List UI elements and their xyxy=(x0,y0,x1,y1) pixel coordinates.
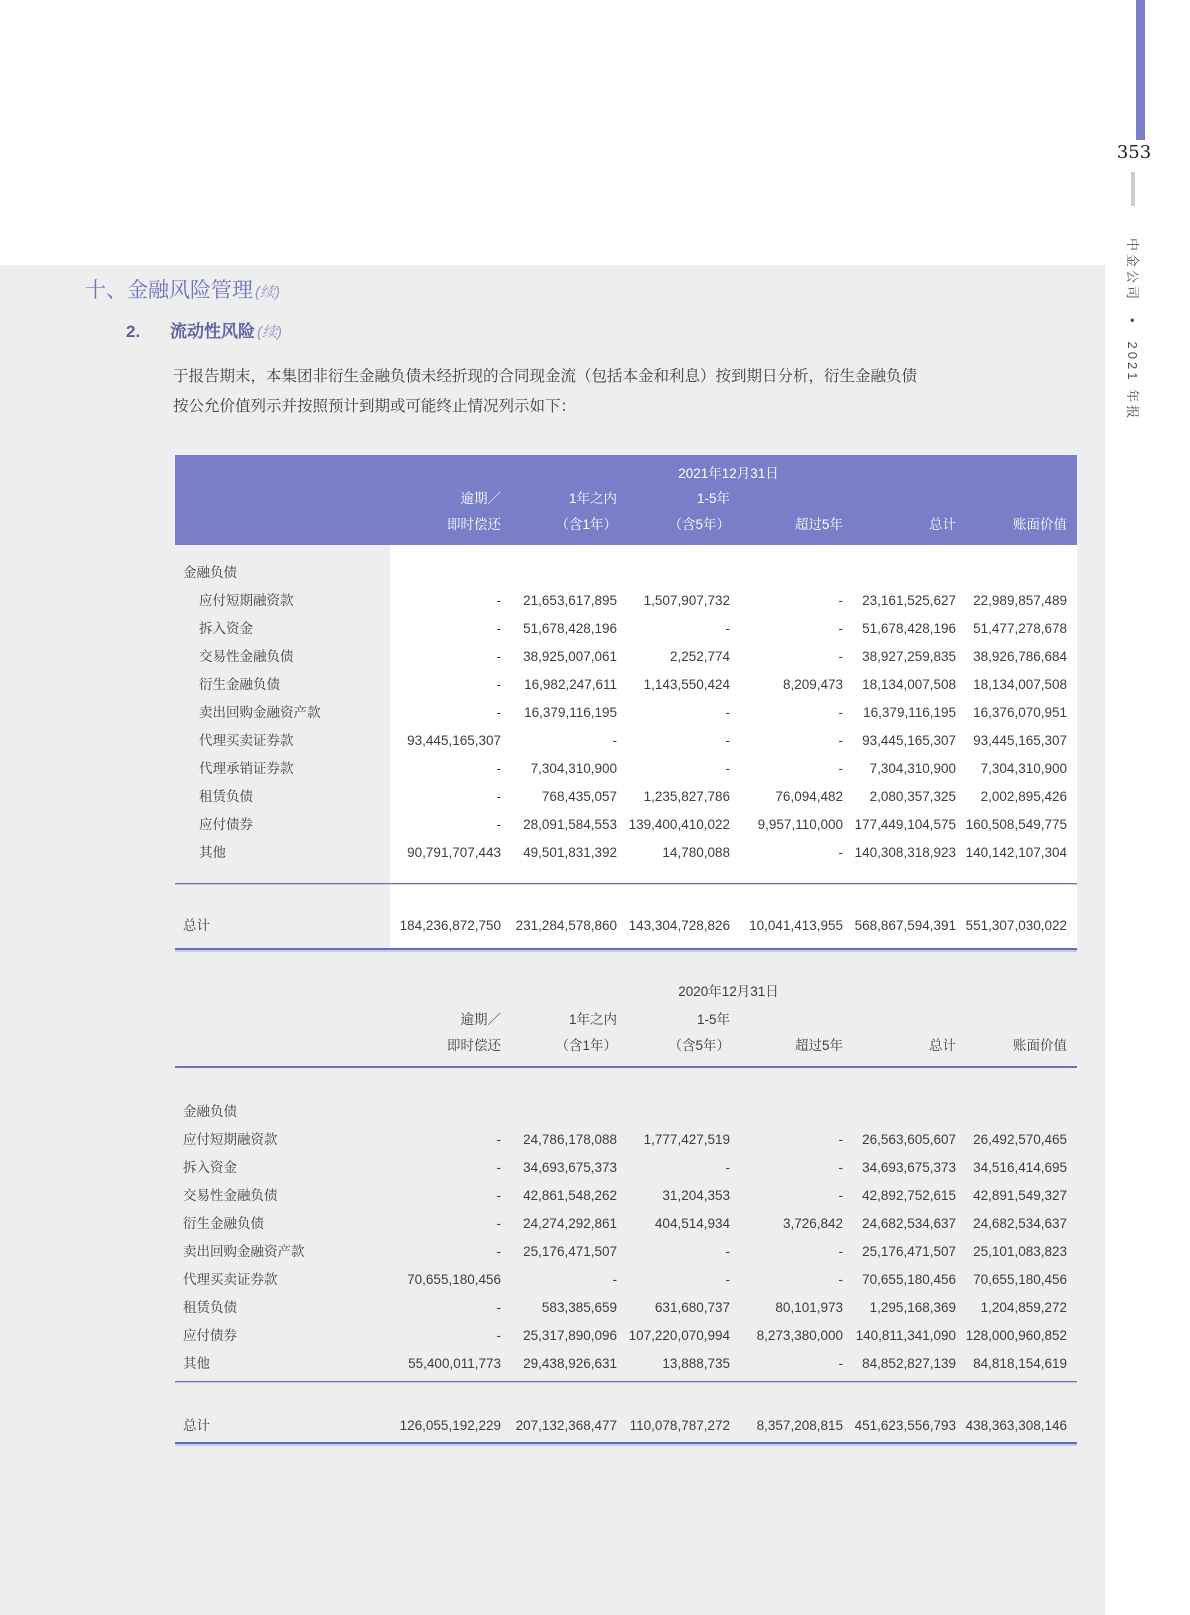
paragraph-line: 于报告期末，本集团非衍生金融负债未经折现的合同现金流（包括本金和利息）按到期日分析，衍生金融负债 xyxy=(173,368,918,385)
table-cell-value: 42,892,752,615 xyxy=(862,1188,956,1203)
table-cell-value: 84,852,827,139 xyxy=(862,1356,956,1371)
table-cell-value: 24,682,534,637 xyxy=(973,1216,1067,1231)
row-label: 应付短期融资款 xyxy=(199,593,294,608)
table-cell-value: 29,438,926,631 xyxy=(523,1356,617,1371)
table-cell-value: - xyxy=(838,1272,843,1287)
table-header-2020 xyxy=(175,948,1077,1068)
table-cell-value: - xyxy=(496,1132,501,1147)
table-cell-value xyxy=(501,559,617,587)
table-cell-value xyxy=(617,559,730,587)
row-label: 代理买卖证券款 xyxy=(199,733,294,748)
column-header: 1-5年 xyxy=(696,491,730,506)
column-header: 即时偿还 xyxy=(447,1038,501,1053)
subsection-heading xyxy=(126,317,282,342)
section-index: 十、 xyxy=(85,279,127,302)
table-cell-value: 16,982,247,611 xyxy=(524,677,617,692)
subsection-title: 流动性风险 xyxy=(170,322,255,341)
table-cell-value: 2,252,774 xyxy=(669,649,730,664)
table-cell-value: - xyxy=(496,705,501,720)
subsection-continued-note: (续) xyxy=(257,324,282,341)
table-row xyxy=(175,1182,1077,1210)
column-header: （含5年） xyxy=(668,517,730,532)
table-cell-value: - xyxy=(838,649,843,664)
table-cell-value: 23,161,525,627 xyxy=(862,593,956,608)
table-cell-value xyxy=(617,1098,730,1126)
column-header: 1年之内 xyxy=(568,491,617,506)
table-row xyxy=(175,643,1077,671)
table-cell-value: 21,653,617,895 xyxy=(523,593,617,608)
table-cell-value: - xyxy=(838,593,843,608)
column-header xyxy=(730,489,843,509)
row-label: 衍生金融负债 xyxy=(199,677,280,692)
table-row xyxy=(175,755,1077,783)
section-label: 金融负债 xyxy=(183,565,237,580)
table-cell-value: - xyxy=(725,1160,730,1175)
table-cell-value: 126,055,192,229 xyxy=(399,1418,501,1433)
table-cell-value: 24,682,534,637 xyxy=(862,1216,956,1231)
column-header xyxy=(956,489,1077,509)
column-header xyxy=(175,515,390,535)
table-cell-value: 184,236,872,750 xyxy=(399,918,501,933)
table-row xyxy=(175,587,1077,615)
table-row xyxy=(175,1238,1077,1266)
table-cell-value: 551,307,030,022 xyxy=(965,918,1067,933)
table-cell-value: - xyxy=(838,705,843,720)
table-cell-value: 28,091,584,553 xyxy=(523,817,617,832)
table-cell-value: - xyxy=(838,1160,843,1175)
table-cell-value: 93,445,165,307 xyxy=(862,733,956,748)
table-cell-value xyxy=(501,1098,617,1126)
table-cell-value: 10,041,413,955 xyxy=(749,918,843,933)
column-header: （含1年） xyxy=(555,517,617,532)
table-cell-value: - xyxy=(496,817,501,832)
column-headers-row1 xyxy=(175,1010,1077,1030)
table-cell-value: 25,176,471,507 xyxy=(862,1244,956,1259)
table-row xyxy=(175,783,1077,811)
table-cell-value: 18,134,007,508 xyxy=(973,677,1067,692)
table-cell-value: 1,295,168,369 xyxy=(869,1300,956,1315)
total-label: 总计 xyxy=(183,918,210,933)
row-label: 其他 xyxy=(199,845,226,860)
table-cell-value: 38,925,007,061 xyxy=(523,649,617,664)
table-cell-value xyxy=(730,1098,843,1126)
table-cell-value: 140,811,341,090 xyxy=(855,1328,956,1343)
table-cell-value: 84,818,154,619 xyxy=(973,1356,1067,1371)
table-cell-value: 1,235,827,786 xyxy=(643,789,730,804)
table-row xyxy=(175,839,1077,867)
table-total-row xyxy=(175,1412,1077,1440)
column-header xyxy=(175,489,390,509)
total-label: 总计 xyxy=(183,1418,210,1433)
table-cell-value: - xyxy=(838,733,843,748)
table-cell-value: - xyxy=(496,1300,501,1315)
table-rule xyxy=(175,883,1077,884)
table-row xyxy=(175,671,1077,699)
table-row xyxy=(175,699,1077,727)
table-cell-value: 90,791,707,443 xyxy=(407,845,501,860)
table-cell-value: 24,786,178,088 xyxy=(523,1132,617,1147)
table-cell-value: 24,274,292,861 xyxy=(523,1216,617,1231)
table-cell-value: 177,449,104,575 xyxy=(854,817,956,832)
table-cell-value: - xyxy=(725,733,730,748)
column-header xyxy=(730,1010,843,1030)
column-header: 超过5年 xyxy=(794,517,843,532)
table-cell-value: 13,888,735 xyxy=(662,1356,730,1371)
table-cell-value: 128,000,960,852 xyxy=(965,1328,1067,1343)
table-date-2020: 2020年12月31日 xyxy=(678,984,779,999)
row-label: 应付短期融资款 xyxy=(183,1132,278,1147)
table-cell-value xyxy=(390,559,501,587)
table-cell-value: - xyxy=(838,621,843,636)
table-cell-value: 38,926,786,684 xyxy=(973,649,1067,664)
table-cell-value: 22,989,857,489 xyxy=(973,593,1067,608)
table-cell-value: 14,780,088 xyxy=(662,845,730,860)
table-cell-value: 7,304,310,900 xyxy=(869,761,956,776)
table-cell-value: 51,678,428,196 xyxy=(523,621,617,636)
margin-accent-bar xyxy=(1136,0,1145,140)
table-cell-value: 140,308,318,923 xyxy=(854,845,956,860)
table-cell-value: 768,435,057 xyxy=(541,789,617,804)
table-cell-value xyxy=(956,559,1077,587)
table-cell-value: 70,655,180,456 xyxy=(407,1272,501,1287)
column-header xyxy=(175,1010,390,1030)
table-cell-value: - xyxy=(838,1356,843,1371)
table-row xyxy=(175,559,1077,587)
table-cell-value: 34,693,675,373 xyxy=(523,1160,617,1175)
table-cell-value: - xyxy=(838,845,843,860)
column-header: 账面价值 xyxy=(1013,517,1067,532)
column-headers-row2 xyxy=(175,1036,1077,1056)
table-row xyxy=(175,1210,1077,1238)
table-cell-value: - xyxy=(496,593,501,608)
table-cell-value: - xyxy=(496,621,501,636)
table-cell-value: 31,204,353 xyxy=(662,1188,730,1203)
page-number: 353 xyxy=(1116,142,1152,163)
table-cell-value xyxy=(730,559,843,587)
table-body-2020 xyxy=(175,1068,1077,1444)
table-row xyxy=(175,1322,1077,1350)
row-label: 交易性金融负债 xyxy=(183,1188,278,1203)
table-cell-value: 8,273,380,000 xyxy=(756,1328,843,1343)
column-header xyxy=(175,1036,390,1056)
table-cell-value: 34,693,675,373 xyxy=(862,1160,956,1175)
column-header: 总计 xyxy=(929,517,956,532)
table-cell-value: - xyxy=(838,1132,843,1147)
row-label: 拆入资金 xyxy=(183,1160,237,1175)
column-header: 1-5年 xyxy=(696,1012,730,1027)
table-cell-value: 42,861,548,262 xyxy=(523,1188,617,1203)
column-header: 超过5年 xyxy=(794,1038,843,1053)
table-cell-value: 143,304,728,826 xyxy=(628,918,730,933)
table-cell-value: 3,726,842 xyxy=(782,1216,843,1231)
subsection-number: 2. xyxy=(126,322,141,341)
column-header xyxy=(956,1010,1077,1030)
table-cell-value: - xyxy=(496,761,501,776)
table-cell-value: 438,363,308,146 xyxy=(965,1418,1067,1433)
table-row xyxy=(175,1350,1077,1378)
table-cell-value: 25,101,083,823 xyxy=(973,1244,1067,1259)
table-cell-value: - xyxy=(612,733,617,748)
table-cell-value: 70,655,180,456 xyxy=(862,1272,956,1287)
table-cell-value xyxy=(390,1098,501,1126)
row-label: 应付债券 xyxy=(183,1328,237,1343)
table-cell-value: 207,132,368,477 xyxy=(515,1418,617,1433)
table-cell-value: 140,142,107,304 xyxy=(965,845,1067,860)
table-bottom-rule xyxy=(175,1442,1077,1444)
table-cell-value: - xyxy=(496,1188,501,1203)
table-cell-value: 76,094,482 xyxy=(775,789,843,804)
table-row xyxy=(175,1126,1077,1154)
table-cell-value: - xyxy=(496,677,501,692)
table-rule xyxy=(175,1381,1077,1382)
table-cell-value: 568,867,594,391 xyxy=(854,918,956,933)
column-header xyxy=(843,1010,956,1030)
column-header: 即时偿还 xyxy=(447,517,501,532)
table-cell-value: 404,514,934 xyxy=(654,1216,730,1231)
table-cell-value: 231,284,578,860 xyxy=(515,918,617,933)
maturity-table-2020 xyxy=(175,948,1077,1444)
table-row xyxy=(175,615,1077,643)
column-header: 1年之内 xyxy=(568,1012,617,1027)
paragraph-line: 按公允价值列示并按照预计到期或可能终止情况列示如下： xyxy=(173,398,577,415)
table-cell-value: 34,516,414,695 xyxy=(973,1160,1067,1175)
table-header-2021 xyxy=(175,455,1077,545)
table-cell-value: 1,777,427,519 xyxy=(643,1132,730,1147)
table-cell-value: 110,078,787,272 xyxy=(629,1418,730,1433)
table-cell-value: 160,508,549,775 xyxy=(965,817,1067,832)
row-label: 卖出回购金融资产款 xyxy=(183,1244,305,1259)
column-header: 逾期／ xyxy=(460,491,501,506)
page-number-tick xyxy=(1131,172,1135,206)
column-header: （含1年） xyxy=(555,1038,617,1053)
table-cell-value: 1,143,550,424 xyxy=(643,677,730,692)
table-row xyxy=(175,1098,1077,1126)
table-cell-value: 26,492,570,465 xyxy=(973,1132,1067,1147)
column-header: 总计 xyxy=(929,1038,956,1053)
table-cell-value: 583,385,659 xyxy=(541,1300,617,1315)
table-cell-value: 139,400,410,022 xyxy=(628,817,730,832)
table-cell-value: - xyxy=(725,1244,730,1259)
column-header xyxy=(843,489,956,509)
section-continued-note: (续) xyxy=(255,284,280,301)
table-cell-value: 451,623,556,793 xyxy=(854,1418,956,1433)
table-cell-value: - xyxy=(725,621,730,636)
row-label: 交易性金融负债 xyxy=(199,649,294,664)
table-cell-value: 55,400,011,773 xyxy=(408,1356,501,1371)
table-cell-value: 2,080,357,325 xyxy=(869,789,956,804)
table-cell-value: - xyxy=(496,1160,501,1175)
table-cell-value: 42,891,549,327 xyxy=(973,1188,1067,1203)
section-heading xyxy=(85,274,280,304)
table-cell-value xyxy=(843,559,956,587)
section-label: 金融负债 xyxy=(183,1104,237,1119)
table-total-row xyxy=(175,912,1077,940)
sidebar-running-title: 中金公司 • 2021 年报 xyxy=(1125,238,1140,422)
maturity-table-2021 xyxy=(175,455,1077,950)
row-label: 租赁负债 xyxy=(199,789,253,804)
table-row xyxy=(175,1154,1077,1182)
row-label: 拆入资金 xyxy=(199,621,253,636)
table-cell-value: - xyxy=(725,761,730,776)
row-label: 代理承销证券款 xyxy=(199,761,294,776)
table-cell-value: 8,209,473 xyxy=(782,677,843,692)
table-body-2021 xyxy=(175,545,1077,950)
table-cell-value: 49,501,831,392 xyxy=(523,845,617,860)
row-label: 租赁负债 xyxy=(183,1300,237,1315)
table-date-2021: 2021年12月31日 xyxy=(678,466,779,481)
table-cell-value xyxy=(843,1098,956,1126)
table-cell-value: - xyxy=(838,761,843,776)
table-cell-value: 8,357,208,815 xyxy=(756,1418,843,1433)
table-cell-value: 16,376,070,951 xyxy=(973,705,1067,720)
column-header: （含5年） xyxy=(668,1038,730,1053)
row-label: 衍生金融负债 xyxy=(183,1216,264,1231)
table-cell-value: 7,304,310,900 xyxy=(980,761,1067,776)
table-cell-value: - xyxy=(612,1272,617,1287)
table-cell-value xyxy=(956,1098,1077,1126)
table-cell-value: 25,176,471,507 xyxy=(523,1244,617,1259)
row-label: 代理买卖证券款 xyxy=(183,1272,278,1287)
column-header: 逾期／ xyxy=(460,1012,501,1027)
table-cell-value: - xyxy=(496,1216,501,1231)
row-label: 卖出回购金融资产款 xyxy=(199,705,321,720)
column-header: 账面价值 xyxy=(1013,1038,1067,1053)
table-cell-value: 9,957,110,000 xyxy=(757,817,843,832)
section-title: 金融风险管理 xyxy=(127,279,253,302)
column-headers-row1 xyxy=(175,489,1077,509)
table-cell-value: - xyxy=(838,1188,843,1203)
table-cell-value: - xyxy=(496,789,501,804)
table-cell-value: 16,379,116,195 xyxy=(863,705,956,720)
intro-paragraph xyxy=(173,362,1053,422)
table-cell-value: 2,002,895,426 xyxy=(980,789,1067,804)
table-cell-value: 631,680,737 xyxy=(654,1300,730,1315)
row-label: 应付债券 xyxy=(199,817,253,832)
table-cell-value: 25,317,890,096 xyxy=(523,1328,617,1343)
table-cell-value: 16,379,116,195 xyxy=(524,705,617,720)
table-cell-value: 38,927,259,835 xyxy=(862,649,956,664)
table-cell-value: 70,655,180,456 xyxy=(973,1272,1067,1287)
table-cell-value: 51,678,428,196 xyxy=(862,621,956,636)
table-cell-value: - xyxy=(496,649,501,664)
table-row xyxy=(175,727,1077,755)
table-row xyxy=(175,1266,1077,1294)
table-cell-value: 93,445,165,307 xyxy=(407,733,501,748)
table-row xyxy=(175,1294,1077,1322)
table-row xyxy=(175,811,1077,839)
table-cell-value: 107,220,070,994 xyxy=(628,1328,730,1343)
table-cell-value: 1,204,859,272 xyxy=(980,1300,1067,1315)
table-cell-value: 1,507,907,732 xyxy=(643,593,730,608)
table-cell-value: 26,563,605,607 xyxy=(862,1132,956,1147)
table-cell-value: - xyxy=(496,1244,501,1259)
table-cell-value: - xyxy=(496,1328,501,1343)
table-cell-value: 7,304,310,900 xyxy=(530,761,617,776)
table-cell-value: - xyxy=(838,1244,843,1259)
table-cell-value: 18,134,007,508 xyxy=(862,677,956,692)
table-cell-value: 93,445,165,307 xyxy=(973,733,1067,748)
table-cell-value: - xyxy=(725,705,730,720)
row-label: 其他 xyxy=(183,1356,210,1371)
table-cell-value: - xyxy=(725,1272,730,1287)
table-cell-value: 80,101,973 xyxy=(775,1300,843,1315)
table-cell-value: 51,477,278,678 xyxy=(973,621,1067,636)
column-headers-row2 xyxy=(175,515,1077,535)
